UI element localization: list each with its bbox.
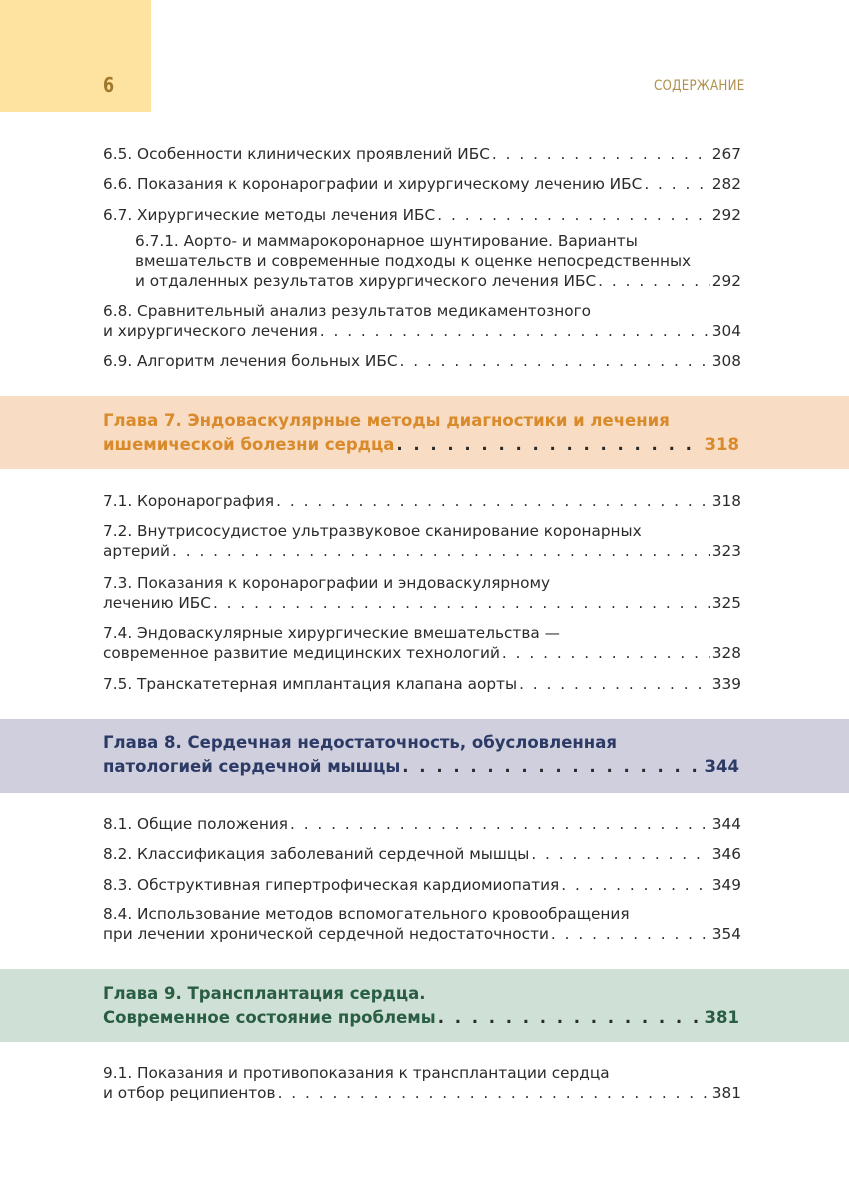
leader-dots [598,271,710,291]
chapter-7-heading[interactable] [103,409,739,457]
leader-dots [644,174,709,194]
entry-title: 6.7. Хирургические методы лечения ИБС [103,206,436,224]
entry-page: 325 [711,594,741,612]
toc-entry-9-1[interactable] [103,1063,741,1103]
entry-title-line1: 6.8. Сравнительный анализ результатов медикаментозного [103,302,591,320]
toc-entry-8-3[interactable] [103,875,741,895]
entry-title-line1: 7.2. Внутрисосудистое ультразвуковое сканирование коронарных [103,522,642,540]
entry-page: 292 [711,206,741,224]
chapter-title-line2: ишемической болезни сердца [103,435,395,454]
entry-title: 8.1. Общие положения [103,815,288,833]
chapter-8-heading[interactable] [103,731,739,779]
leader-dots [551,924,710,944]
entry-title: 8.3. Обструктивная гипертрофическая кардиомиопатия [103,876,560,894]
leader-dots [437,205,710,225]
toc-entry-6-7[interactable] [103,205,741,225]
entry-title: 6.9. Алгоритм лечения больных ИБС [103,352,398,370]
leader-dots [276,491,710,511]
leader-dots [290,814,710,834]
chapter-9-heading[interactable] [103,982,739,1030]
chapter-title-line1: Глава 8. Сердечная недостаточность, обусловленная [103,733,617,752]
entry-page: 349 [711,876,741,894]
leader-dots [492,144,710,164]
entry-title-line1: 7.4. Эндоваскулярные хирургические вмешательства — [103,624,560,642]
leader-dots [320,321,710,341]
leader-dots [278,1083,710,1103]
entry-page: 344 [711,815,741,833]
entry-title-line2: лечению ИБС [103,594,211,612]
leader-dots [213,593,710,613]
entry-page: 267 [711,145,741,163]
toc-entry-8-2[interactable] [103,844,741,864]
toc-entry-7-4[interactable] [103,623,741,663]
entry-page: 323 [711,542,741,560]
leader-dots [402,755,702,779]
entry-title-line1: 7.3. Показания к коронарографии и эндоваскулярному [103,574,551,592]
chapter-title-line2: патологией сердечной мышцы [103,757,401,776]
entry-page: 339 [711,675,741,693]
entry-title-line1: 8.4. Использование методов вспомогательного кровообращения [103,905,630,923]
toc-entry-7-5[interactable] [103,674,741,694]
entry-page: 308 [711,352,741,370]
entry-title: 8.2. Классификация заболеваний сердечной мышцы [103,845,530,863]
entry-page: 282 [711,175,741,193]
entry-title-line2: и отбор реципиентов [103,1084,276,1102]
entry-page: 292 [711,272,741,290]
entry-title-line2: вмешательств и современные подходы к оценке непосредственных [135,252,692,270]
entry-title-line2: при лечении хронической сердечной недостаточности [103,925,549,943]
leader-dots [438,1006,703,1030]
chapter-page: 318 [704,435,739,454]
entry-title-line1: 9.1. Показания и противопоказания к трансплантации сердца [103,1064,610,1082]
toc-entry-6-6[interactable] [103,174,741,194]
toc-entry-6-8[interactable] [103,301,741,341]
leader-dots [561,875,710,895]
leader-dots [502,643,710,663]
entry-page: 318 [711,492,741,510]
page-number: 6 [103,73,115,97]
chapter-title-line2: Современное состояние проблемы [103,1008,436,1027]
chapter-title-line1: Глава 9. Трансплантация сердца. [103,984,426,1003]
entry-page: 354 [711,925,741,943]
entry-page: 381 [711,1084,741,1102]
chapter-page: 381 [704,1008,739,1027]
leader-dots [519,674,710,694]
chapter-page: 344 [704,757,739,776]
entry-title-line2: и хирургического лечения [103,322,318,340]
entry-page: 346 [711,845,741,863]
toc-entry-7-3[interactable] [103,573,741,613]
entry-title: 7.1. Коронарография [103,492,275,510]
leader-dots [400,351,710,371]
toc-entry-6-9[interactable] [103,351,741,371]
toc-entry-6-5[interactable] [103,144,741,164]
entry-title-line1: 6.7.1. Аорто- и маммарокоронарное шунтирование. Варианты [135,232,638,250]
chapter-title-line1: Глава 7. Эндоваскулярные методы диагностики и лечения [103,411,670,430]
page-number-tab [0,0,151,112]
running-head: СОДЕРЖАНИЕ [654,78,745,94]
entry-page: 328 [711,644,741,662]
entry-title-line2: современное развитие медицинских технологий [103,644,500,662]
leader-dots [531,844,709,864]
toc-entry-6-7-1[interactable] [135,231,741,291]
toc-entry-7-2[interactable] [103,521,741,561]
entry-title: 7.5. Транскатетерная имплантация клапана аорты [103,675,518,693]
toc-entry-7-1[interactable] [103,491,741,511]
entry-title-line2: артерий [103,542,170,560]
entry-page: 304 [711,322,741,340]
toc-entry-8-4[interactable] [103,904,741,944]
entry-title-line3: и отдаленных результатов хирургического лечения ИБС [135,272,597,290]
leader-dots [396,433,702,457]
entry-title: 6.5. Особенности клинических проявлений ИБС [103,145,490,163]
leader-dots [172,541,710,561]
entry-title: 6.6. Показания к коронарографии и хирургическому лечению ИБС [103,175,643,193]
toc-entry-8-1[interactable] [103,814,741,834]
